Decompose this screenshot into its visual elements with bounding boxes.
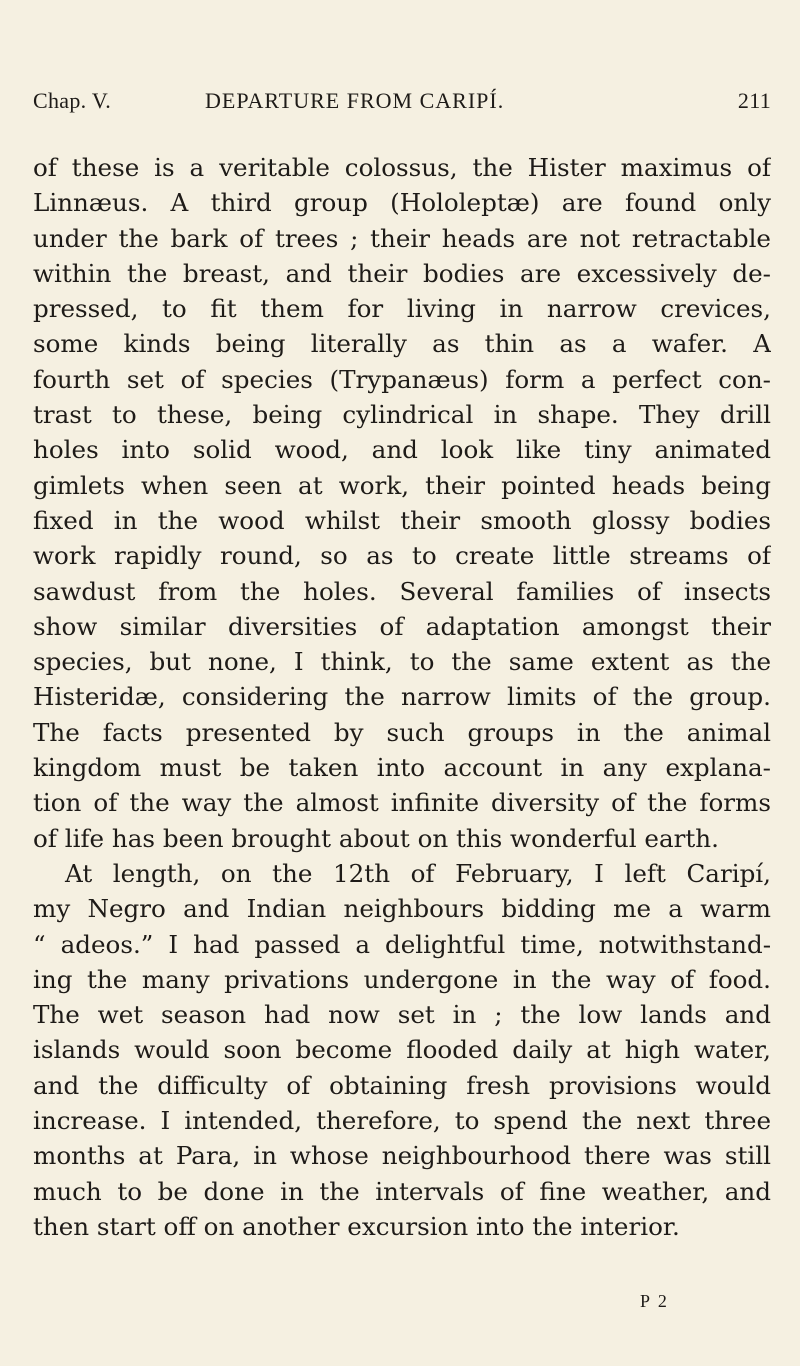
chapter-title: DEPARTURE FROM CARIPÍ. [205,88,505,113]
text-line: within the breast, and their bodies are excessively de- [33,258,771,288]
signature-mark: P 2 [640,1291,669,1311]
text-line: of life has been brought about on this wonderful earth. [33,823,719,853]
text-line: sawdust from the holes. Several families of insects [33,576,771,606]
text-line: much to be done in the intervals of fine weather, and [33,1176,771,1206]
text-line: “ adeos.” I had passed a delightful time, notwithstand- [33,929,771,959]
text-line: my Negro and Indian neighbours bidding me a warm [33,894,771,924]
text-line: trast to these, being cylindrical in shape. They drill [33,400,771,430]
text-line: and the difficulty of obtaining fresh provisions would [33,1070,771,1100]
page-number: 211 [737,88,771,113]
text-line: work rapidly round, so as to create little streams of [33,541,771,571]
text-line: tion of the way the almost infinite diversity of the forms [33,788,771,818]
text-line: ing the many privations undergone in the way of food. [33,964,771,994]
text-line: then start off on another excursion into the interior. [33,1211,680,1241]
running-head [33,88,771,120]
text-line: Linnæus. A third group (Hololeptæ) are found only [33,188,771,218]
text-line: species, but none, I think, to the same extent as the [33,647,771,677]
text-line: some kinds being literally as thin as a wafer. A [33,329,771,359]
text-line: months at Para, in whose neighbourhood there was still [33,1141,771,1171]
text-line: increase. I intended, therefore, to spend the next three [33,1106,771,1136]
text-line: The facts presented by such groups in the animal [33,717,771,747]
text-line: under the bark of trees ; their heads are not retractable [33,223,771,253]
text-line: fixed in the wood whilst their smooth glossy bodies [33,505,771,535]
text-line: islands would soon become flooded daily at high water, [33,1035,771,1065]
text-line: Histeridæ, considering the narrow limits of the group. [33,682,771,712]
text-line: pressed, to fit them for living in narrow crevices, [33,294,771,324]
text-line: show similar diversities of adaptation amongst their [33,611,771,641]
text-line: fourth set of species (Trypanæus) form a perfect con- [33,364,771,394]
chapter-label: Chap. V. [33,88,111,113]
text-line: holes into solid wood, and look like tiny animated [33,435,771,465]
text-line: gimlets when seen at work, their pointed heads being [33,470,771,500]
text-line: of these is a veritable colossus, the Hister maximus of [33,153,771,182]
text-line: The wet season had now set in ; the low lands and [33,1000,771,1030]
text-line: kingdom must be taken into account in any explana- [33,753,771,783]
text-line: At length, on the 12th of February, I left Caripí, [65,858,771,888]
body-text [33,150,771,1244]
